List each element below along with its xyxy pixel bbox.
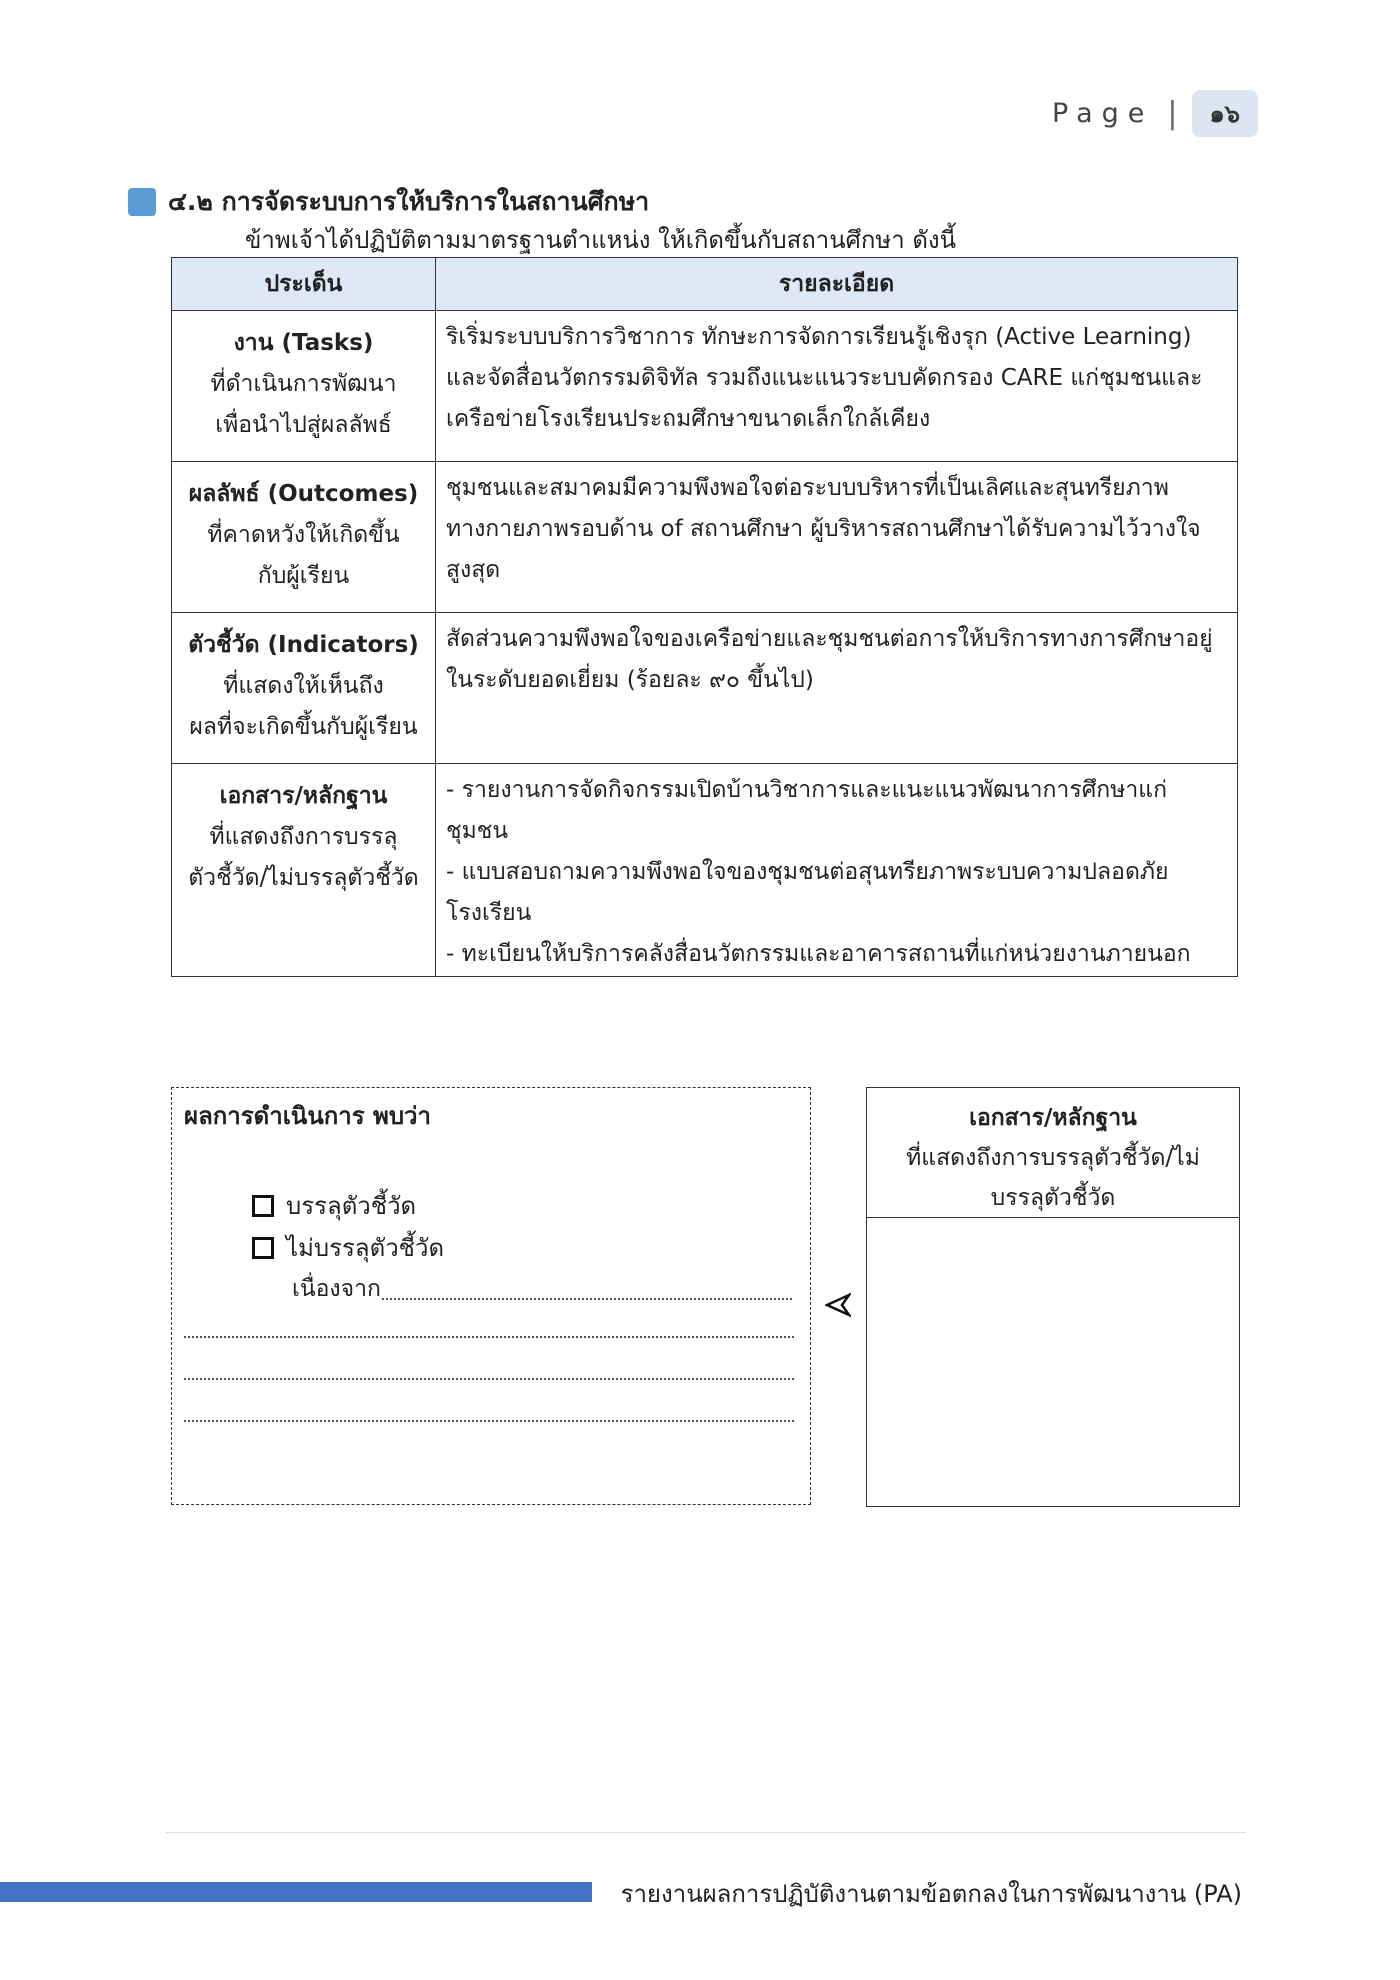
row-topic-outcomes: ผลลัพธ์ (Outcomes) ที่คาดหวังให้เกิดขึ้น กับผู้เรียน xyxy=(172,462,436,613)
section-bullet-icon xyxy=(128,188,156,216)
table-row xyxy=(172,462,1238,613)
because-fill-line[interactable] xyxy=(382,1298,792,1300)
footer-text: รายงานผลการปฏิบัติงานตามข้อตกลงในการพัฒนางาน (PA) xyxy=(620,1880,1242,1908)
evidence-box xyxy=(866,1087,1240,1507)
page-separator: | xyxy=(1167,96,1178,131)
row-detail-indicators: สัดส่วนความพึงพอใจของเครือข่ายและชุมชนต่อการให้บริการทางการศึกษาอยู่ ในระดับยอดเยี่ยม (ร้อยละ ๙๐ ขึ้นไป) xyxy=(436,613,1238,764)
header-detail: รายละเอียด xyxy=(436,258,1238,311)
evidence-header xyxy=(867,1088,1239,1218)
arrow-icon xyxy=(825,1288,851,1326)
page-header xyxy=(1052,90,1258,137)
page-label: Page xyxy=(1052,98,1154,129)
option-achieved[interactable] xyxy=(252,1186,416,1225)
row-detail-tasks: ริเริ่มระบบบริการวิชาการ ทักษะการจัดการเรียนรู้เชิงรุก (Active Learning) และจัดสื่อนวัตกรรมดิจิทัล รวมถึงแนะแนวระบบคัดกรอง CARE แก่ชุมชนและ เครือข่ายโรงเรียนประถมศึกษาขนาดเล็กใกล้เคียง xyxy=(436,311,1238,462)
table-row xyxy=(172,613,1238,764)
page-number-badge: ๑๖ xyxy=(1192,90,1258,137)
checkbox-achieved[interactable] xyxy=(252,1195,274,1217)
row-detail-outcomes: ชุมชนและสมาคมมีความพึงพอใจต่อระบบบริหารที่เป็นเลิศและสุนทรียภาพ ทางกายภาพรอบด้าน of สถานศึกษา ผู้บริหารสถานศึกษาได้รับความไว้วางใจ สูงสุด xyxy=(436,462,1238,613)
evidence-title: เอกสาร/หลักฐาน xyxy=(969,1105,1137,1131)
evidence-subtitle-2: บรรลุตัวชี้วัด xyxy=(990,1185,1116,1211)
table-row xyxy=(172,764,1238,977)
row-detail-evidence: - รายงานการจัดกิจกรรมเปิดบ้านวิชาการและแนะแนวพัฒนาการศึกษาแก่ ชุมชน - แบบสอบถามความพึงพอใจของชุมชนต่อสุนทรียภาพระบบความปลอดภัย โรงเรียน - ทะเบียนให้บริการคลังสื่อนวัตกรรมและอาคารสถานที่แก่หน่วยงานภายนอก xyxy=(436,764,1238,977)
result-box xyxy=(171,1087,811,1505)
option-not-achieved-label: ไม่บรรลุตัวชี้วัด xyxy=(286,1234,445,1262)
fill-line[interactable] xyxy=(184,1420,794,1422)
evidence-content-area[interactable] xyxy=(867,1218,1239,1504)
standards-table xyxy=(171,257,1238,977)
table-header-row xyxy=(172,258,1238,311)
option-achieved-label: บรรลุตัวชี้วัด xyxy=(286,1192,417,1220)
section-title: ๔.๒ การจัดระบบการให้บริการในสถานศึกษา xyxy=(168,187,650,216)
section-heading xyxy=(128,182,649,222)
evidence-subtitle: ที่แสดงถึงการบรรลุตัวชี้วัด/ไม่ xyxy=(906,1145,1200,1171)
because-label: เนื่องจาก xyxy=(292,1276,381,1302)
header-topic: ประเด็น xyxy=(172,258,436,311)
fill-line[interactable] xyxy=(184,1336,794,1338)
option-not-achieved[interactable] xyxy=(252,1228,444,1267)
row-topic-tasks: งาน (Tasks) ที่ดำเนินการพัฒนา เพื่อนำไปสู่ผลลัพธ์ xyxy=(172,311,436,462)
arrow-left-icon xyxy=(825,1292,851,1318)
fill-line[interactable] xyxy=(184,1378,794,1380)
table-row xyxy=(172,311,1238,462)
result-title: ผลการดำเนินการ พบว่า xyxy=(184,1102,432,1130)
section-intro: ข้าพเจ้าได้ปฏิบัติตามมาตรฐานตำแหน่ง ให้เกิดขึ้นกับสถานศึกษา ดังนี้ xyxy=(245,226,957,254)
checkbox-not-achieved[interactable] xyxy=(252,1237,274,1259)
row-topic-evidence: เอกสาร/หลักฐาน ที่แสดงถึงการบรรลุ ตัวชี้วัด/ไม่บรรลุตัวชี้วัด xyxy=(172,764,436,977)
row-topic-indicators: ตัวชี้วัด (Indicators) ที่แสดงให้เห็นถึง ผลที่จะเกิดขึ้นกับผู้เรียน xyxy=(172,613,436,764)
footer-divider xyxy=(166,1832,1246,1833)
footer-bar xyxy=(0,1882,592,1902)
